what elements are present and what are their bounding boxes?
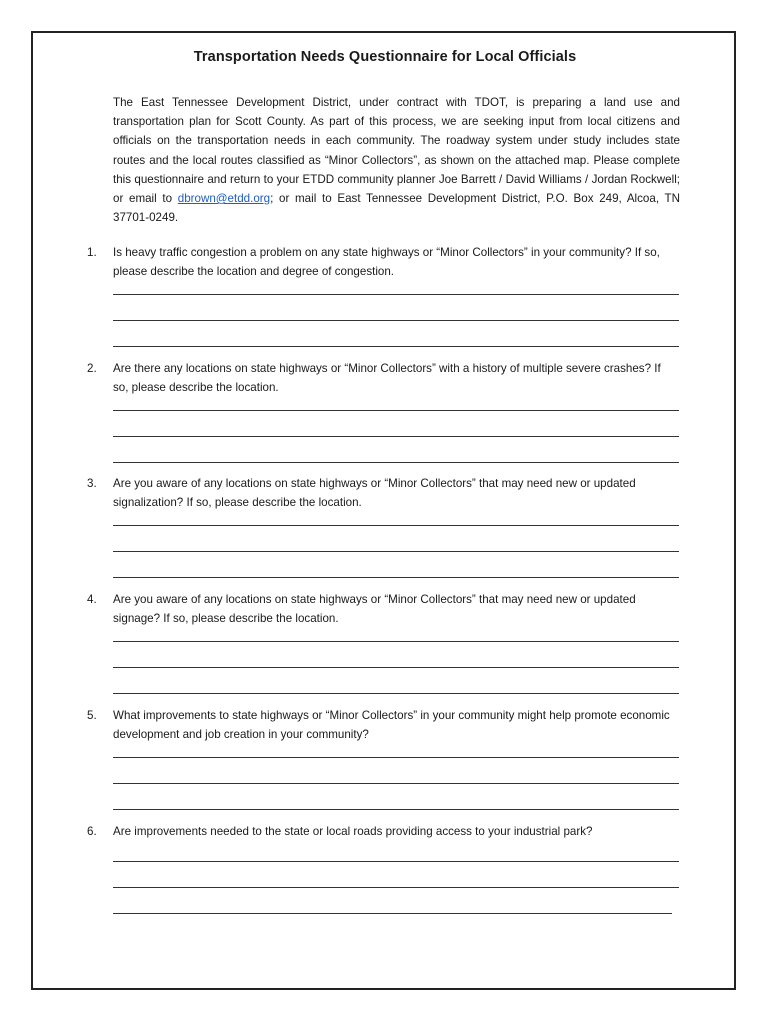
question-text: Are there any locations on state highways or “Minor Collectors” with a history of multiple severe crashes? If so, please describe the location.: [113, 362, 661, 394]
answer-line[interactable]: [113, 809, 679, 810]
answer-line[interactable]: [113, 320, 679, 321]
email-link[interactable]: dbrown@etdd.org: [177, 192, 271, 206]
question-text: Are improvements needed to the state or local roads providing access to your industrial park?: [113, 825, 593, 838]
answer-line[interactable]: [113, 462, 679, 463]
intro-text: The East Tennessee Development District, under contract with TDOT, is preparing a land use and transportation plan for Scott County. As part of this process, we are seeking input from local citizens and officials on the transportation needs in each community. The roadway system under study includes state routes and the local routes classified as “Minor Collectors”, as shown on the attached map. Please complete this questionnaire and return to your ETDD community planner Joe Barrett / David Williams / Jordan Rockwell; or email to: [113, 96, 680, 206]
answer-line[interactable]: [113, 861, 679, 862]
document-title: Transportation Needs Questionnaire for Local Officials: [193, 49, 577, 65]
question-number: 4.: [87, 593, 97, 606]
answer-line[interactable]: [113, 577, 679, 578]
answer-line[interactable]: [113, 913, 672, 914]
question-text: Is heavy traffic congestion a problem on any state highways or “Minor Collectors” in your community? If so, please describe the location and degree of congestion.: [113, 246, 660, 278]
answer-line[interactable]: [113, 667, 679, 668]
question-number: 5.: [87, 709, 97, 722]
answer-line[interactable]: [113, 693, 679, 694]
answer-line[interactable]: [113, 783, 679, 784]
answer-line[interactable]: [113, 887, 679, 888]
question-number: 1.: [87, 246, 97, 259]
answer-line[interactable]: [113, 551, 679, 552]
question-number: 3.: [87, 477, 97, 490]
question-number: 2.: [87, 362, 97, 375]
answer-line[interactable]: [113, 346, 679, 347]
question-text: Are you aware of any locations on state highways or “Minor Collectors” that may need new or updated signalization? If so, please describe the location.: [113, 477, 636, 509]
question-text: What improvements to state highways or “Minor Collectors” in your community might help promote economic development and job creation in your community?: [113, 709, 670, 741]
answer-line[interactable]: [113, 436, 679, 437]
question-text: Are you aware of any locations on state highways or “Minor Collectors” that may need new or updated signage? If so, please describe the location.: [113, 593, 636, 625]
question-number: 6.: [87, 825, 97, 838]
answer-line[interactable]: [113, 641, 679, 642]
intro-text-end: ; or mail to East Tennessee Development District, P.O. Box 249, Alcoa, TN 37701-0249.: [113, 192, 680, 225]
answer-line[interactable]: [113, 757, 679, 758]
intro-paragraph: [113, 93, 680, 227]
answer-line[interactable]: [113, 410, 679, 411]
answer-line[interactable]: [113, 294, 679, 295]
answer-line[interactable]: [113, 525, 679, 526]
